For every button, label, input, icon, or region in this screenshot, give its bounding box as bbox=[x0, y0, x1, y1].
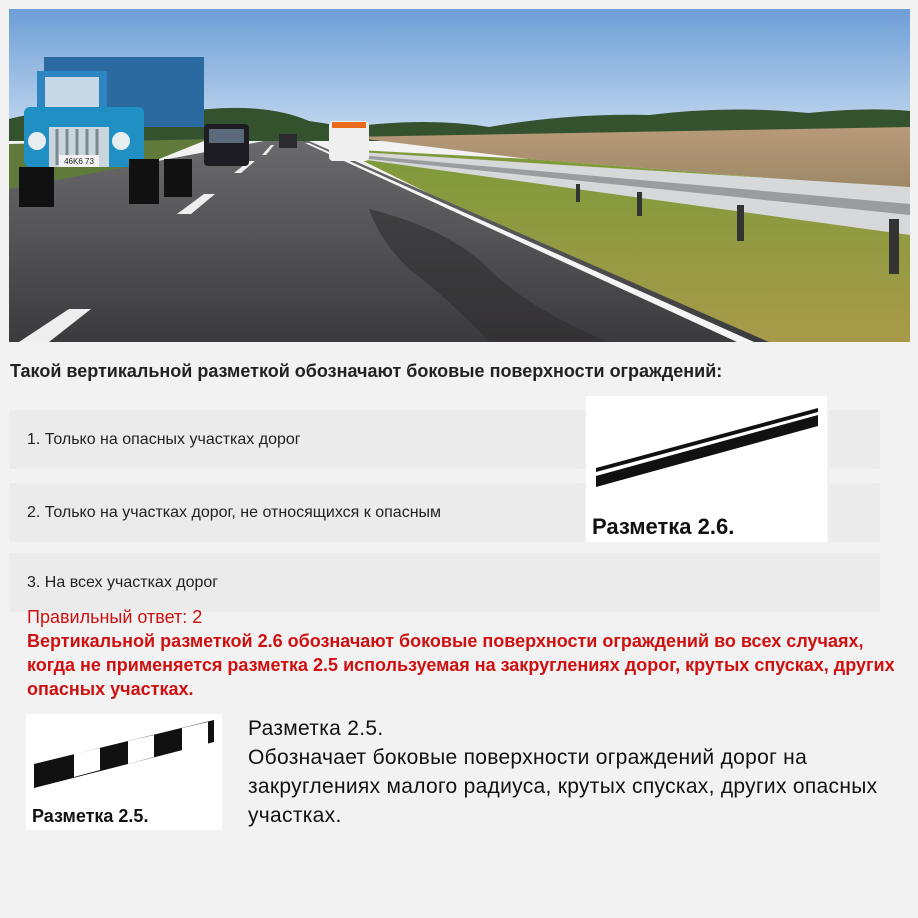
answer-block bbox=[27, 605, 897, 701]
answer-option-2[interactable] bbox=[9, 483, 585, 542]
correct-answer: Правильный ответ: 2 bbox=[27, 607, 203, 627]
license-plate: 46K6 73 bbox=[64, 157, 94, 166]
marking-2-5-text: Обозначает боковые поверхности ограждений дорог на закруглениях малого радиуса, крутых спусках, других опасных участках. bbox=[248, 746, 878, 827]
marking-2-5-stripes bbox=[26, 714, 222, 804]
marking-2-6-caption: Разметка 2.6. bbox=[592, 514, 735, 539]
answer-option-1[interactable] bbox=[9, 410, 585, 469]
marking-2-5-image bbox=[26, 714, 222, 830]
road-photo bbox=[9, 9, 910, 342]
marking-2-6-stripes bbox=[586, 396, 827, 516]
option-1-side-cell bbox=[829, 410, 880, 469]
answer-option-1-label: 1. Только на опасных участках дорог bbox=[27, 430, 301, 448]
marking-2-5-description bbox=[248, 714, 898, 830]
answer-explanation: Вертикальной разметкой 2.6 обозначают боковые поверхности ограждений во всех случаях, когда не применяется разметка 2.5 используемая на закруглениях дорог, крутых спусках, других опасных участках. bbox=[27, 631, 895, 699]
marking-2-5-title: Разметка 2.5. bbox=[248, 717, 384, 740]
road-scene-illustration bbox=[9, 9, 910, 342]
option-2-side-cell bbox=[829, 483, 880, 542]
answer-option-3[interactable] bbox=[9, 553, 880, 612]
answer-option-3-label: 3. На всех участках дорог bbox=[27, 573, 219, 591]
question-text: Такой вертикальной разметкой обозначают боковые поверхности ограждений: bbox=[10, 361, 723, 381]
marking-2-6-image bbox=[586, 396, 827, 542]
answer-option-2-label: 2. Только на участках дорог, не относящихся к опасным bbox=[27, 503, 442, 521]
marking-2-5-caption: Разметка 2.5. bbox=[32, 806, 149, 826]
